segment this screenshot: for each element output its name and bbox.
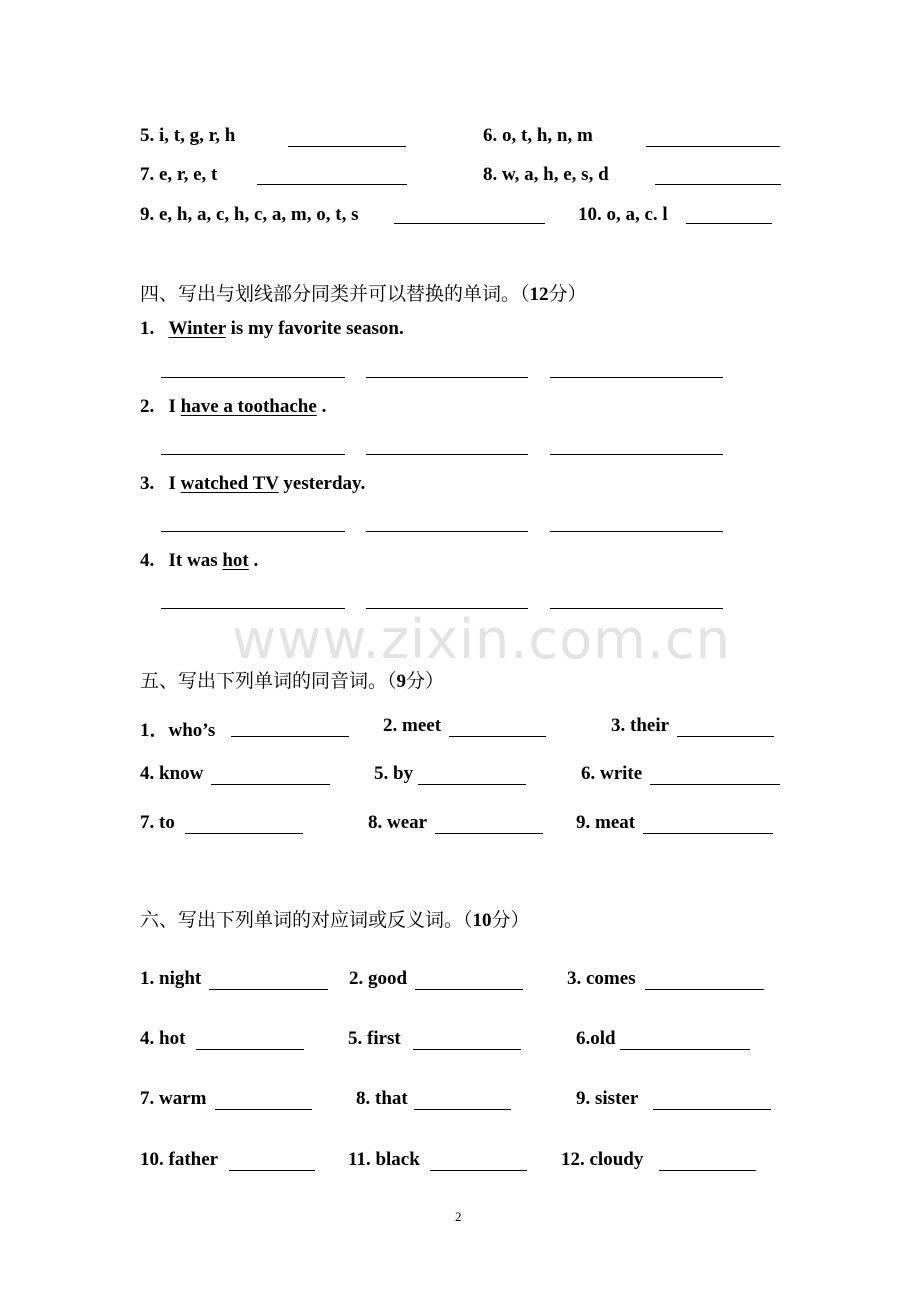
word: 3. comes (567, 968, 636, 989)
answer-blank[interactable] (366, 377, 528, 378)
answer-blank[interactable] (209, 989, 328, 990)
word: 2. meet (383, 715, 442, 736)
answer-blank[interactable] (366, 454, 528, 455)
homophone-item (374, 763, 413, 785)
word: 7. to (140, 812, 175, 833)
antonym-item (561, 1149, 643, 1171)
unscramble-item-5 (140, 125, 235, 147)
answer-blank[interactable] (211, 784, 330, 785)
question-number: 3. (140, 473, 155, 494)
unscramble-item-6 (483, 125, 593, 147)
item-label: 6. o, t, h, n, m (483, 125, 593, 146)
word: 7. warm (140, 1088, 207, 1109)
antonym-item (140, 1028, 185, 1050)
word: 2. good (349, 968, 408, 989)
underlined-phrase: watched TV (180, 473, 279, 494)
question-text: is my favorite season. (225, 318, 404, 339)
antonym-item (140, 1088, 206, 1110)
answer-blank[interactable] (550, 531, 723, 532)
answer-blank[interactable] (288, 146, 406, 147)
answer-blank[interactable] (659, 1170, 756, 1171)
answer-blank[interactable] (653, 1109, 771, 1110)
homophone-item (140, 812, 175, 834)
antonym-item (348, 1149, 420, 1171)
homophone-item (581, 763, 642, 785)
word: 5. by (374, 763, 414, 784)
question-3 (140, 473, 365, 495)
answer-blank[interactable] (161, 454, 345, 455)
section-score-unit: 分） (406, 670, 445, 692)
answer-blank[interactable] (550, 454, 723, 455)
question-text: . (316, 396, 327, 417)
section-score-unit: 分） (491, 909, 530, 931)
answer-blank[interactable] (449, 736, 546, 737)
unscramble-item-10 (578, 204, 668, 226)
answer-blank[interactable] (161, 377, 345, 378)
question-number: 2. (140, 396, 155, 417)
homophone-item (611, 715, 669, 737)
page-number: 2 (455, 1209, 462, 1224)
answer-blank[interactable] (677, 736, 774, 737)
question-text: yesterday. (278, 473, 366, 494)
question-4 (140, 550, 258, 572)
word: 9. meat (576, 812, 636, 833)
antonym-item (140, 968, 201, 990)
unscramble-item-8 (483, 164, 609, 186)
answer-blank[interactable] (430, 1170, 527, 1171)
word: 12. cloudy (561, 1149, 644, 1170)
answer-blank[interactable] (229, 1170, 315, 1171)
homophone-item (140, 763, 203, 785)
section-score: 9 (396, 671, 407, 692)
section-title: 五、写出下列单词的同音词。（ (140, 670, 397, 692)
word: 3. their (611, 715, 670, 736)
antonym-item (576, 1088, 638, 1110)
underlined-phrase: hot (222, 550, 249, 571)
homophone-item (383, 715, 441, 737)
answer-blank[interactable] (655, 184, 781, 185)
section-6-heading (140, 905, 530, 932)
section-title: 六、写出下列单词的对应词或反义词。（ (140, 909, 473, 931)
answer-blank[interactable] (394, 223, 545, 224)
answer-blank[interactable] (686, 223, 772, 224)
answer-blank[interactable] (257, 184, 407, 185)
word: 6.old (576, 1028, 616, 1049)
section-4-heading (140, 279, 587, 306)
question-text: I (168, 396, 181, 417)
question-text: . (248, 550, 259, 571)
section-5-heading (140, 666, 444, 693)
answer-blank[interactable] (550, 377, 723, 378)
antonym-item (349, 968, 407, 990)
question-text: It was (168, 550, 223, 571)
watermark: www.zixin.com.cn (232, 608, 731, 671)
answer-blank[interactable] (231, 736, 349, 737)
word: 5. first (348, 1028, 401, 1049)
answer-blank[interactable] (413, 1049, 521, 1050)
answer-blank[interactable] (435, 833, 543, 834)
item-label: 10. o, a, c. l (578, 204, 668, 225)
antonym-item (567, 968, 636, 990)
word: 4. hot (140, 1028, 186, 1049)
word: 11. black (348, 1149, 420, 1170)
word: 8. that (356, 1088, 408, 1109)
unscramble-item-7 (140, 164, 217, 186)
word: 4. know (140, 763, 204, 784)
item-label: 5. i, t, g, r, h (140, 125, 236, 146)
homophone-item (368, 812, 427, 834)
answer-blank[interactable] (643, 833, 773, 834)
answer-blank[interactable] (650, 784, 780, 785)
question-number: 4. (140, 550, 155, 571)
question-number: 1. (140, 318, 155, 339)
answer-blank[interactable] (196, 1049, 304, 1050)
antonym-item (576, 1028, 616, 1050)
answer-blank[interactable] (645, 989, 764, 990)
antonym-item (140, 1149, 218, 1171)
underlined-phrase: Winter (168, 318, 226, 339)
question-text: I (168, 473, 181, 494)
word: 6. write (581, 763, 643, 784)
answer-blank[interactable] (366, 531, 528, 532)
section-score: 12 (529, 284, 549, 305)
word: 8. wear (368, 812, 428, 833)
question-1 (140, 318, 404, 340)
question-2 (140, 396, 326, 418)
section-score-unit: 分） (548, 283, 587, 305)
word: 9. sister (576, 1088, 639, 1109)
word: 10. father (140, 1149, 219, 1170)
answer-blank[interactable] (415, 989, 523, 990)
answer-blank[interactable] (161, 531, 345, 532)
item-label: 9. e, h, a, c, h, c, a, m, o, t, s (140, 204, 359, 225)
antonym-item (348, 1028, 401, 1050)
answer-blank[interactable] (418, 784, 526, 785)
underlined-phrase: have a toothache (180, 396, 317, 417)
section-title: 四、写出与划线部分同类并可以替换的单词。（ (140, 283, 530, 305)
answer-blank[interactable] (414, 1109, 511, 1110)
answer-blank[interactable] (215, 1109, 312, 1110)
answer-blank[interactable] (620, 1049, 750, 1050)
word: 1. night (140, 968, 202, 989)
answer-blank[interactable] (185, 833, 303, 834)
antonym-item (356, 1088, 408, 1110)
unscramble-item-9 (140, 204, 358, 226)
homophone-item (140, 715, 215, 742)
answer-blank[interactable] (646, 146, 780, 147)
homophone-item (576, 812, 635, 834)
word: 1．who’s (140, 720, 216, 741)
item-label: 8. w, a, h, e, s, d (483, 164, 609, 185)
section-score: 10 (472, 910, 492, 931)
item-label: 7. e, r, e, t (140, 164, 218, 185)
